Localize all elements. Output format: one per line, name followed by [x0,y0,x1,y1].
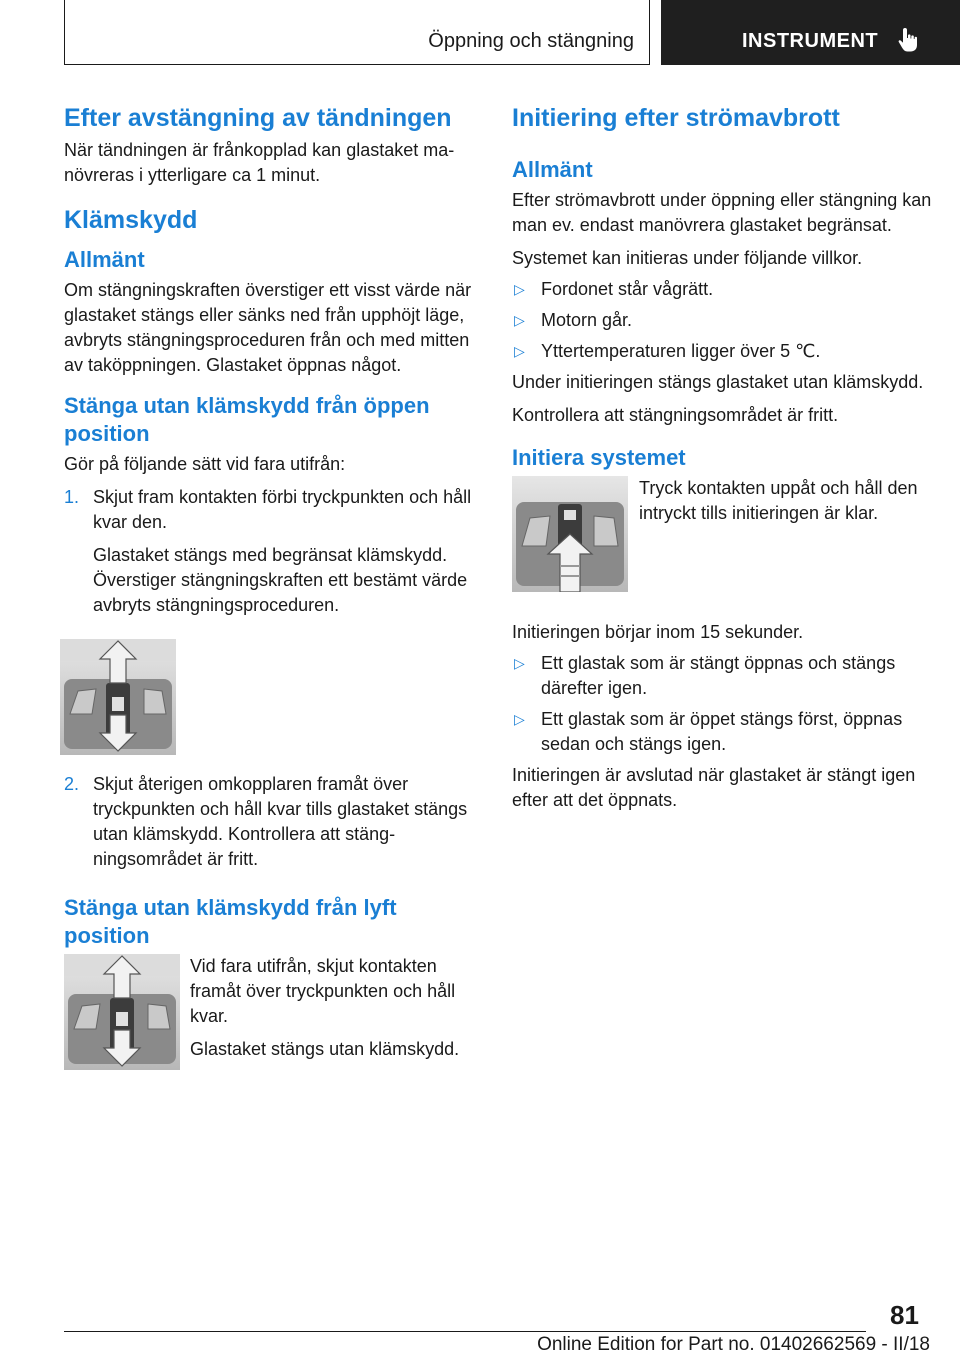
init-system-block [512,476,932,610]
paragraph-power-failure: Efter strömavbrott under öppning eller stängning kan man ev. endast manövrera glastaket begränsat. [512,190,932,235]
figure-switch-close [60,639,474,760]
page-number: 81 [890,1300,919,1330]
section-title: Öppning och stängning [428,30,634,52]
paragraph-danger-outside: Gör på följande sätt vid fara utifrån: [64,454,346,474]
step-text: Skjut återigen omkopplaren framåt över tryckpunkten och håll kvar tills glastaket stängs utan klämskydd. Kontrollera att stängningsområdet är fritt. [93,774,468,869]
left-column [64,102,474,1074]
paragraph-pinch-general: Om stängningskraften överstiger ett visst värde när glastaket stängs eller sänks ned från upphöjt läge, avbryts stängningsproceduren från och med mitten av taköppningen. Glastaket öppnas något. [64,280,472,375]
subheading-close-from-raised: Stänga utan klämskydd från lyft position [64,895,397,948]
paragraph-conditions: Systemet kan initieras under följande villkor. [512,248,863,268]
footer-edition: Online Edition for Part no. 01402662569 - II/18 [537,1334,930,1355]
conditions-list [512,277,932,364]
init-behaviour-list [512,651,932,757]
paragraph-raised-instruction: Vid fara utifrån, skjut kontakten framåt över tryckpunkten och håll kvar. [190,956,456,1026]
footer-rule [64,1331,866,1332]
list-item: ▷ Yttertemperaturen ligger över 5 ℃. [512,339,932,364]
steps-list-part1 [64,485,474,618]
list-item: ▷ Fordonet står vågrätt. [512,277,932,302]
raised-close-block [64,954,474,1074]
paragraph-ignition-off: När tändningen är frånkopplad kan glastaket manövreras i ytterligare ca 1 minut. [64,140,455,185]
roof-switch-up-image [512,476,628,592]
paragraph-init-start: Initieringen börjar inom 15 sekunder. [512,622,804,642]
heading-after-ignition-off: Efter avstängning av tändningen [64,104,452,132]
triangle-bullet-icon: ▷ [514,655,525,671]
subheading-general: Allmänt [512,157,593,182]
paragraph-raised-result: Glastaket stängs utan klämskydd. [190,1039,460,1059]
triangle-bullet-icon: ▷ [514,343,525,359]
header-separator [649,0,650,65]
roof-switch-image [64,954,180,1070]
step-number: 1. [64,487,80,507]
subheading-general: Allmänt [64,247,145,272]
heading-init-after-power-failure: Initiering efter strömavbrott [512,104,840,132]
paragraph-init-instruction: Tryck kontakten uppåt och håll den intryckt tills initieringen är klar. [639,478,918,523]
pointing-hand-icon [896,26,920,54]
step-text: Skjut fram kontakten förbi tryckpunkten och håll kvar den. [93,487,472,532]
subheading-init-system: Initiera systemet [512,445,686,470]
triangle-bullet-icon: ▷ [514,281,525,297]
steps-list-part2 [64,772,474,872]
chapter-tab-label: INSTRUMENT [742,30,879,52]
heading-pinch-protection: Klämskydd [64,206,198,234]
paragraph-init-complete: Initieringen är avslutad när glastaket är stängt igen efter att det öppnats. [512,765,916,810]
paragraph-check-area: Kontrollera att stängningsområdet är fritt. [512,405,839,425]
right-column [512,102,932,813]
list-item: ▷ Ett glastak som är öppet stängs först, öppnas sedan och stängs igen. [514,709,903,754]
triangle-bullet-icon: ▷ [514,312,525,328]
step-number: 2. [64,774,80,794]
list-item [64,772,474,872]
list-item: ▷ Ett glastak som är stängt öppnas och stängs därefter igen. [514,653,896,698]
roof-switch-image [60,639,176,755]
paragraph-init-no-pinch: Under initieringen stängs glastaket utan klämskydd. [512,372,924,392]
list-item [64,485,474,618]
triangle-bullet-icon: ▷ [514,711,525,727]
step-subtext: Glastaket stängs med begränsat klämskydd. Överstiger stängningskraften ett bestämt värde avbryts stängningsproceduren. [93,545,468,615]
header-bottom-rule [64,64,650,65]
list-item: ▷ Motorn går. [512,308,932,333]
subheading-close-from-open: Stänga utan klämskydd från öppen position [64,393,430,446]
